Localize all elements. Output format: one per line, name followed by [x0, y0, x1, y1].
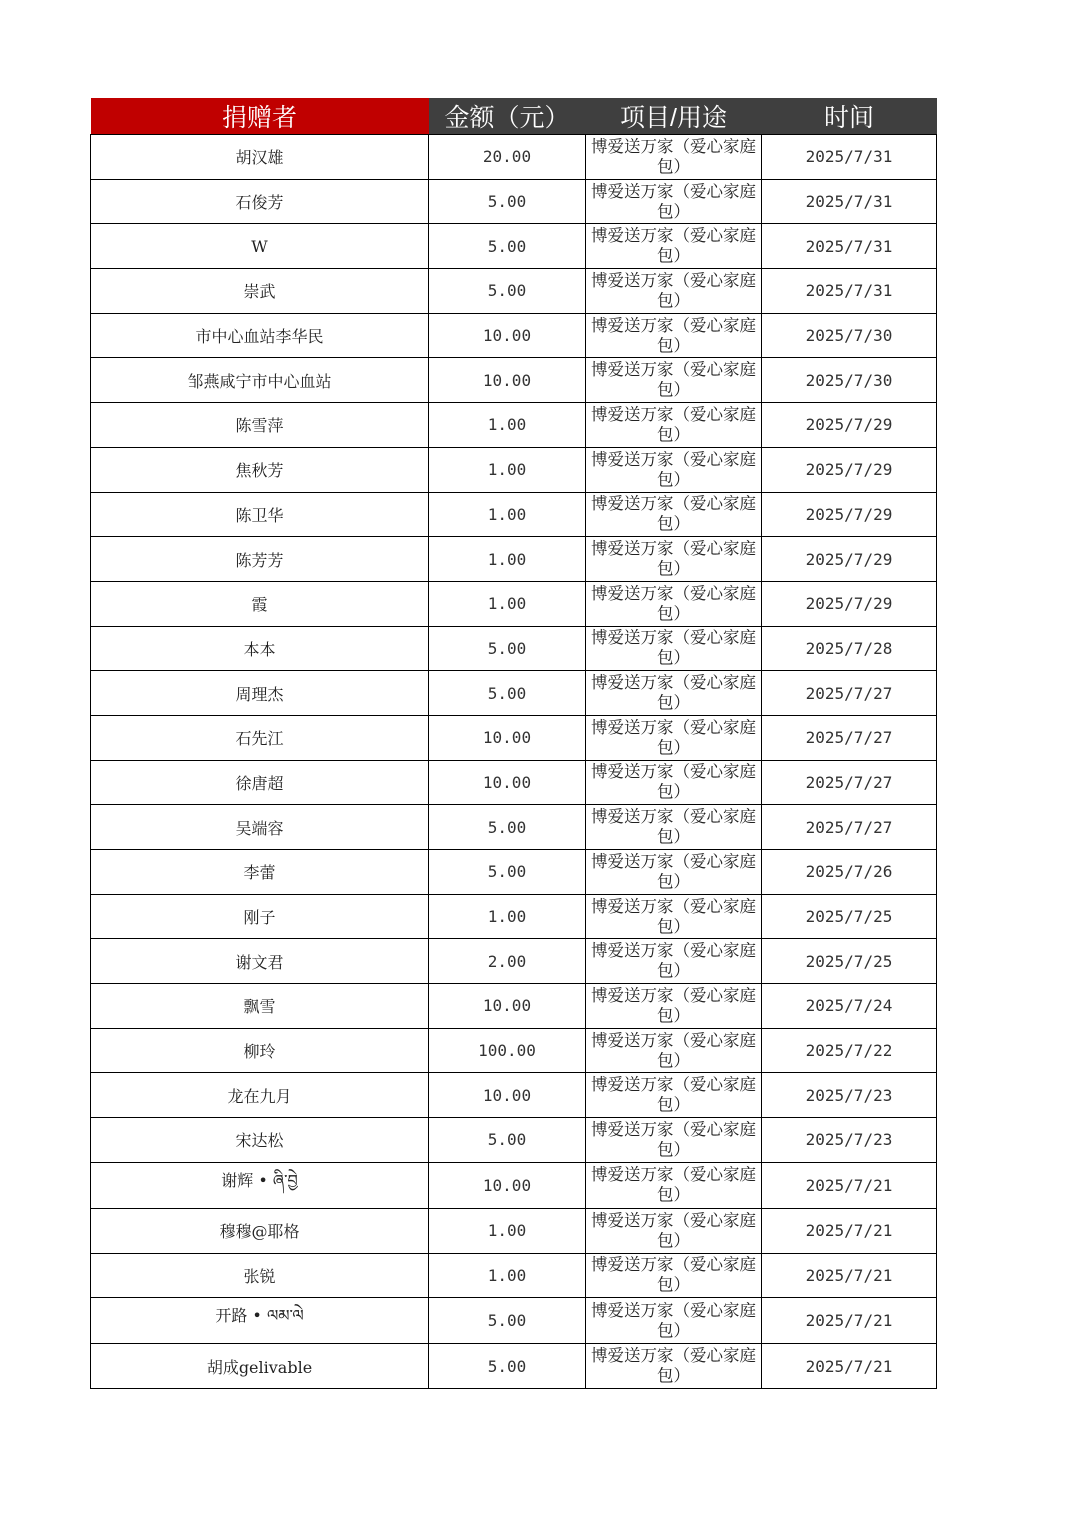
project-cell: 博爱送万家（爱心家庭包） — [586, 1073, 762, 1118]
amount-cell: 1.00 — [429, 581, 586, 626]
table-row — [91, 1028, 937, 1073]
project-cell: 博爱送万家（爱心家庭包） — [586, 1208, 762, 1253]
donor-cell: 陈芳芳 — [91, 537, 429, 582]
donor-cell: 刚子 — [91, 894, 429, 939]
amount-cell: 10.00 — [429, 313, 586, 358]
amount-cell: 5.00 — [429, 269, 586, 314]
table-row — [91, 358, 937, 403]
time-cell: 2025/7/28 — [762, 626, 937, 671]
table-row — [91, 671, 937, 716]
project-cell: 博爱送万家（爱心家庭包） — [586, 537, 762, 582]
time-cell: 2025/7/21 — [762, 1162, 937, 1208]
time-cell: 2025/7/23 — [762, 1073, 937, 1118]
amount-cell: 1.00 — [429, 403, 586, 448]
time-cell: 2025/7/27 — [762, 805, 937, 850]
table-row — [91, 537, 937, 582]
table-row — [91, 894, 937, 939]
table-row — [91, 939, 937, 984]
time-cell: 2025/7/21 — [762, 1344, 937, 1389]
amount-cell: 20.00 — [429, 135, 586, 180]
donor-cell: 宋达松 — [91, 1118, 429, 1163]
table-row — [91, 1344, 937, 1389]
amount-cell: 5.00 — [429, 805, 586, 850]
project-cell: 博爱送万家（爱心家庭包） — [586, 224, 762, 269]
donor-cell: 谢文君 — [91, 939, 429, 984]
time-cell: 2025/7/27 — [762, 715, 937, 760]
donor-cell: 柳玲 — [91, 1028, 429, 1073]
amount-cell: 5.00 — [429, 224, 586, 269]
amount-cell: 10.00 — [429, 1073, 586, 1118]
header-amount: 金额（元） — [429, 98, 586, 135]
donor-cell: 本本 — [91, 626, 429, 671]
donor-cell: 谢辉 • ཞི་བྱེ — [91, 1162, 429, 1208]
project-cell: 博爱送万家（爱心家庭包） — [586, 760, 762, 805]
table-row — [91, 1253, 937, 1298]
project-cell: 博爱送万家（爱心家庭包） — [586, 447, 762, 492]
donor-cell: 龙在九月 — [91, 1073, 429, 1118]
amount-cell: 10.00 — [429, 760, 586, 805]
donor-cell: 穆穆@耶格 — [91, 1208, 429, 1253]
amount-cell: 10.00 — [429, 1162, 586, 1208]
table-row — [91, 403, 937, 448]
project-cell: 博爱送万家（爱心家庭包） — [586, 805, 762, 850]
table-row — [91, 850, 937, 895]
project-cell: 博爱送万家（爱心家庭包） — [586, 939, 762, 984]
donor-cell: 开路 • ལམ་ལེ — [91, 1298, 429, 1344]
amount-cell: 10.00 — [429, 984, 586, 1029]
amount-cell: 1.00 — [429, 1208, 586, 1253]
time-cell: 2025/7/29 — [762, 492, 937, 537]
table-header-row — [91, 98, 937, 135]
amount-cell: 1.00 — [429, 492, 586, 537]
amount-cell: 1.00 — [429, 894, 586, 939]
time-cell: 2025/7/31 — [762, 224, 937, 269]
amount-cell: 5.00 — [429, 671, 586, 716]
donor-cell: 崇武 — [91, 269, 429, 314]
amount-cell: 1.00 — [429, 447, 586, 492]
time-cell: 2025/7/26 — [762, 850, 937, 895]
amount-cell: 10.00 — [429, 715, 586, 760]
project-cell: 博爱送万家（爱心家庭包） — [586, 626, 762, 671]
time-cell: 2025/7/30 — [762, 358, 937, 403]
donor-cell: 吴端容 — [91, 805, 429, 850]
time-cell: 2025/7/25 — [762, 894, 937, 939]
time-cell: 2025/7/29 — [762, 447, 937, 492]
donor-cell: 邹燕咸宁市中心血站 — [91, 358, 429, 403]
table-row — [91, 492, 937, 537]
header-project: 项目/用途 — [586, 98, 762, 135]
donor-cell: 胡汉雄 — [91, 135, 429, 180]
donor-cell: 焦秋芳 — [91, 447, 429, 492]
table-row — [91, 805, 937, 850]
time-cell: 2025/7/21 — [762, 1253, 937, 1298]
table-row — [91, 1073, 937, 1118]
header-time: 时间 — [762, 98, 937, 135]
project-cell: 博爱送万家（爱心家庭包） — [586, 313, 762, 358]
donor-cell: 陈卫华 — [91, 492, 429, 537]
project-cell: 博爱送万家（爱心家庭包） — [586, 1344, 762, 1389]
project-cell: 博爱送万家（爱心家庭包） — [586, 358, 762, 403]
time-cell: 2025/7/25 — [762, 939, 937, 984]
table-body — [91, 135, 937, 1389]
amount-cell: 1.00 — [429, 1253, 586, 1298]
amount-cell: 5.00 — [429, 1118, 586, 1163]
donor-cell: 徐唐超 — [91, 760, 429, 805]
project-cell: 博爱送万家（爱心家庭包） — [586, 1118, 762, 1163]
amount-cell: 5.00 — [429, 1298, 586, 1344]
table-row — [91, 984, 937, 1029]
table-row — [91, 179, 937, 224]
donor-cell: 霞 — [91, 581, 429, 626]
project-cell: 博爱送万家（爱心家庭包） — [586, 1298, 762, 1344]
donation-table — [90, 98, 937, 1389]
table-row — [91, 626, 937, 671]
time-cell: 2025/7/29 — [762, 403, 937, 448]
project-cell: 博爱送万家（爱心家庭包） — [586, 1253, 762, 1298]
table-row — [91, 1118, 937, 1163]
project-cell: 博爱送万家（爱心家庭包） — [586, 581, 762, 626]
time-cell: 2025/7/29 — [762, 581, 937, 626]
time-cell: 2025/7/27 — [762, 760, 937, 805]
time-cell: 2025/7/31 — [762, 179, 937, 224]
amount-cell: 10.00 — [429, 358, 586, 403]
donor-cell: W — [91, 224, 429, 269]
time-cell: 2025/7/21 — [762, 1298, 937, 1344]
project-cell: 博爱送万家（爱心家庭包） — [586, 894, 762, 939]
donor-cell: 石俊芳 — [91, 179, 429, 224]
donor-cell: 市中心血站李华民 — [91, 313, 429, 358]
project-cell: 博爱送万家（爱心家庭包） — [586, 1028, 762, 1073]
table-row — [91, 1208, 937, 1253]
project-cell: 博爱送万家（爱心家庭包） — [586, 1162, 762, 1208]
donor-cell: 飘雪 — [91, 984, 429, 1029]
project-cell: 博爱送万家（爱心家庭包） — [586, 715, 762, 760]
amount-cell: 5.00 — [429, 626, 586, 671]
donor-cell: 李蕾 — [91, 850, 429, 895]
table-row — [91, 1298, 937, 1344]
project-cell: 博爱送万家（爱心家庭包） — [586, 135, 762, 180]
donor-cell: 张锐 — [91, 1253, 429, 1298]
time-cell: 2025/7/24 — [762, 984, 937, 1029]
table-row — [91, 269, 937, 314]
project-cell: 博爱送万家（爱心家庭包） — [586, 984, 762, 1029]
table-row — [91, 715, 937, 760]
table-row — [91, 1162, 937, 1208]
amount-cell: 5.00 — [429, 850, 586, 895]
donor-cell: 胡成gelivable — [91, 1344, 429, 1389]
time-cell: 2025/7/30 — [762, 313, 937, 358]
project-cell: 博爱送万家（爱心家庭包） — [586, 269, 762, 314]
amount-cell: 100.00 — [429, 1028, 586, 1073]
table-row — [91, 224, 937, 269]
table-row — [91, 135, 937, 180]
project-cell: 博爱送万家（爱心家庭包） — [586, 671, 762, 716]
table-row — [91, 447, 937, 492]
project-cell: 博爱送万家（爱心家庭包） — [586, 179, 762, 224]
donor-cell: 石先江 — [91, 715, 429, 760]
time-cell: 2025/7/29 — [762, 537, 937, 582]
amount-cell: 2.00 — [429, 939, 586, 984]
table-row — [91, 313, 937, 358]
time-cell: 2025/7/21 — [762, 1208, 937, 1253]
time-cell: 2025/7/22 — [762, 1028, 937, 1073]
project-cell: 博爱送万家（爱心家庭包） — [586, 403, 762, 448]
header-donor: 捐赠者 — [91, 98, 429, 135]
time-cell: 2025/7/23 — [762, 1118, 937, 1163]
amount-cell: 5.00 — [429, 1344, 586, 1389]
amount-cell: 5.00 — [429, 179, 586, 224]
table-row — [91, 581, 937, 626]
donor-cell: 周理杰 — [91, 671, 429, 716]
donation-sheet — [90, 98, 936, 1389]
donor-cell: 陈雪萍 — [91, 403, 429, 448]
amount-cell: 1.00 — [429, 537, 586, 582]
time-cell: 2025/7/31 — [762, 269, 937, 314]
time-cell: 2025/7/27 — [762, 671, 937, 716]
project-cell: 博爱送万家（爱心家庭包） — [586, 492, 762, 537]
project-cell: 博爱送万家（爱心家庭包） — [586, 850, 762, 895]
table-row — [91, 760, 937, 805]
time-cell: 2025/7/31 — [762, 135, 937, 180]
